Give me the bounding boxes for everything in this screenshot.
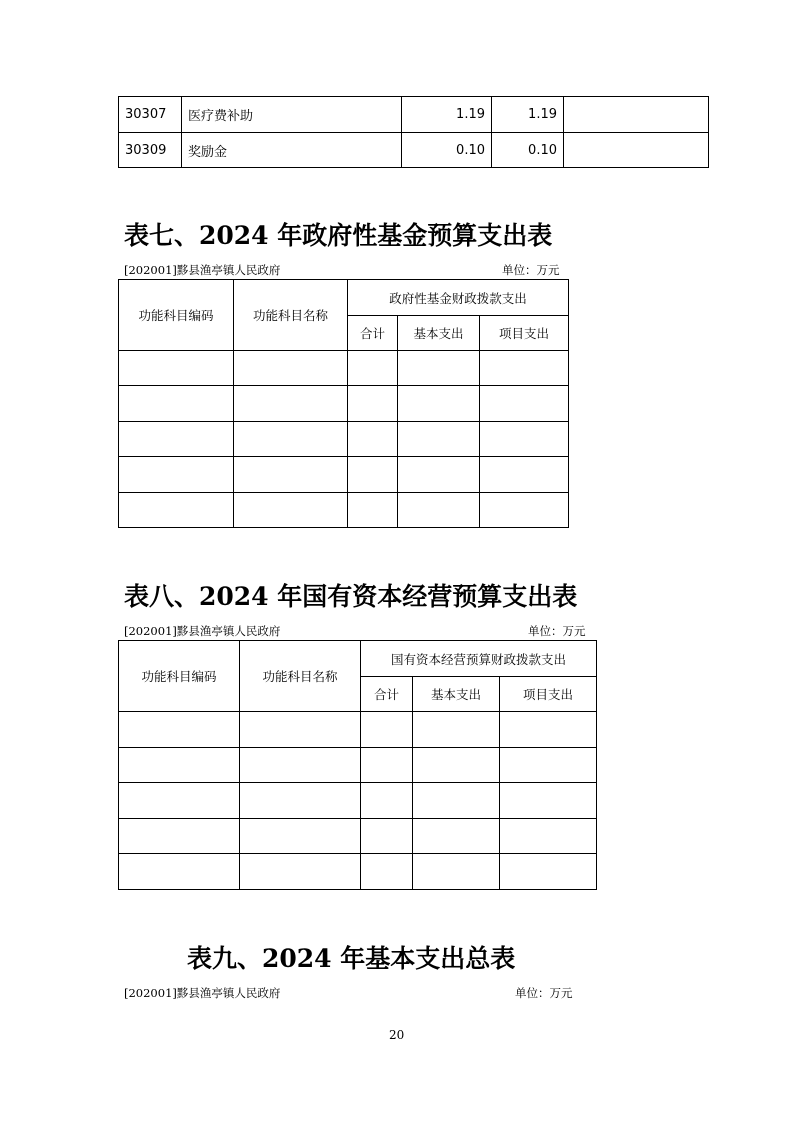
table8-title: 表八、2024 年国有资本经营预算支出表 [124, 582, 578, 611]
table7-unit: 单位：万元 [502, 263, 560, 277]
table7-org: [202001]黟县渔亭镇人民政府 [124, 263, 281, 277]
table8-col-total: 合计 [361, 677, 413, 712]
table-row [119, 819, 597, 854]
table-row [119, 457, 569, 493]
table7-col-total: 合计 [348, 316, 398, 351]
table8-col-basic: 基本支出 [413, 677, 500, 712]
table9-org: [202001]黟县渔亭镇人民政府 [124, 986, 281, 1000]
row-code: 30309 [119, 133, 182, 168]
table9-unit: 单位：万元 [515, 986, 573, 1000]
table7-col-basic: 基本支出 [398, 316, 480, 351]
table7-group-header: 政府性基金财政拨款支出 [348, 280, 569, 316]
row-value-project [564, 97, 709, 133]
table8-unit: 单位：万元 [528, 624, 586, 638]
table-row [119, 493, 569, 528]
table8-col-project: 项目支出 [500, 677, 597, 712]
table8-group-header: 国有资本经营预算财政拨款支出 [361, 641, 597, 677]
table8 [118, 640, 597, 890]
table-row [119, 712, 597, 748]
row-code: 30307 [119, 97, 182, 133]
table8-org: [202001]黟县渔亭镇人民政府 [124, 624, 281, 638]
table7-col-project: 项目支出 [480, 316, 569, 351]
table-row [119, 422, 569, 457]
row-value-basic: 0.10 [492, 133, 564, 168]
table7 [118, 279, 569, 528]
table-row [119, 351, 569, 386]
table7-title: 表七、2024 年政府性基金预算支出表 [124, 221, 553, 250]
top-table [118, 96, 709, 168]
row-value-project [564, 133, 709, 168]
table-row [119, 783, 597, 819]
row-value-basic: 1.19 [492, 97, 564, 133]
table7-col-name: 功能科目名称 [234, 280, 348, 351]
table9-title: 表九、2024 年基本支出总表 [187, 944, 516, 973]
row-value-total: 0.10 [402, 133, 492, 168]
page-number: 20 [389, 1028, 405, 1042]
row-value-total: 1.19 [402, 97, 492, 133]
table8-col-code: 功能科目编码 [119, 641, 240, 712]
table-row [119, 854, 597, 890]
row-name: 医疗费补助 [182, 97, 402, 133]
table7-col-code: 功能科目编码 [119, 280, 234, 351]
row-name: 奖励金 [182, 133, 402, 168]
table-row [119, 386, 569, 422]
table-row [119, 97, 709, 133]
table8-col-name: 功能科目名称 [240, 641, 361, 712]
table-row [119, 748, 597, 783]
table-row [119, 133, 709, 168]
